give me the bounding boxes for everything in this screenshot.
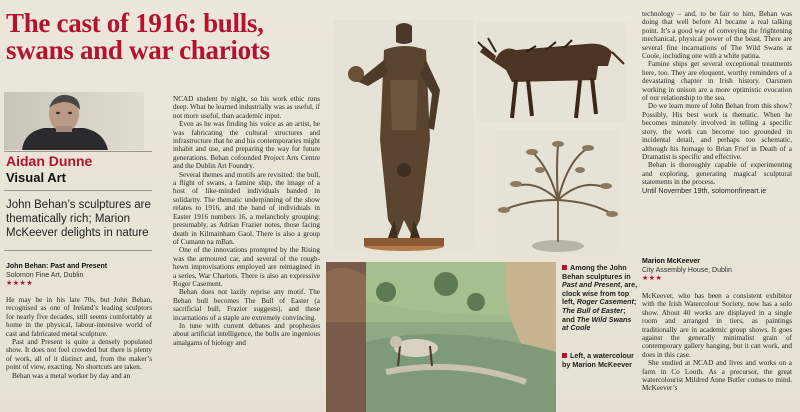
- article-column-3: [642, 10, 792, 195]
- paragraph: Behan is thoroughly capable of experimenting and exploring, generating magical sculptural statements in the process.: [642, 161, 792, 187]
- paragraph: technology – and, to be fair to him, Behan was doing that well before AI became a real talking point. It’s a good way of conveying the frightening mechanical, physical power of the beast. There are several fine incarnations of The Wild Swans at Coole, including one with a white patina.: [642, 10, 792, 61]
- caption-marker: [562, 265, 567, 270]
- paragraph: Past and Present is quite a densely populated show. It does not feel crowded but there is plenty of work, all of it distinct and, from the maker’s point of view, exacting. No shortcuts are taken.: [6, 338, 152, 372]
- sculpture-caption: Among the John Behan sculptures in Past and Present, are, clock wise from top left, Roger Casement; The Bull of Easter; and The Wild Swans at Coole: [562, 263, 638, 333]
- star-rating: ★★★★: [6, 280, 34, 287]
- article-column-2: [173, 95, 320, 347]
- article-column-4: [642, 292, 792, 393]
- paragraph: McKeever, who has been a consistent exhibitor with the Irish Watercolour Society, now has a solo show. About 40 works are displayed in a single room and arranged in tiers, as paintings traditionally are in academic group shows. It goes against the generally minimalist grain of contemporary gallery hanging, but it can work, and does in this case.: [642, 292, 792, 359]
- headline: The cast of 1916: bulls, swans and war chariots: [6, 8, 270, 65]
- divider: [4, 190, 152, 191]
- divider: [4, 250, 152, 251]
- standfirst: John Behan’s sculptures are thematically rich; Marion McKeever delights in nature: [6, 199, 151, 239]
- watercolour-painting: [326, 262, 556, 412]
- sculpture-photo-casement: [334, 20, 474, 252]
- author-photo: [4, 92, 144, 150]
- watercolour-caption: Left, a watercolour by Marion McKeever: [562, 351, 634, 369]
- divider: [4, 151, 152, 152]
- paragraph: He may be in his late 70s, but John Behan, recognised as one of Ireland’s leading sculptors for nearly five decades, still seems comfortably at home in the physical, labour-intensive world of cast and fabricated metal sculpture.: [6, 296, 152, 338]
- exhibition-venue: Solomon Fine Art, Dublin: [6, 271, 84, 279]
- sculpture-photo-swans: [496, 130, 620, 254]
- caption-marker: [562, 353, 567, 358]
- exhibition-info: [6, 263, 152, 289]
- paragraph: Behan does not lazily reprise any motif. The Behan bull becomes The Bull of Easter (a sacrificial bull, Frazier suggests), and these incarnations of a staple are extremely convincing.: [173, 288, 320, 322]
- exhibition-title: Marion McKeever: [642, 258, 700, 265]
- exhibition-title: John Behan: Past and Present: [6, 263, 108, 270]
- sculpture-photo-bull: [476, 22, 626, 122]
- paragraph: NCAD student by night, so his work ethic runs deep. What he learned industrially was as useful, if not more useful, than academic input.: [173, 95, 320, 120]
- paragraph: She studied at NCAD and lives and works on a farm in Co Louth. As a precursor, the great watercolourist Mildred Anne Butler comes to mind. McKeever’s: [642, 359, 792, 393]
- author-name: Aidan Dunne: [6, 153, 93, 169]
- paragraph: Do we learn more of John Behan from this show? Possibly. His best work is thematic. When he becomes minutely involved in telling a specific story, the work can become too grounded in incidental detail, and perhaps too schematic, although his homage to Brian Friel in Death of a Dramatist is specific and effective.: [642, 102, 792, 161]
- paragraph: Until November 19th, solomonfineart.ie: [642, 185, 767, 195]
- paragraph: Even as he was finding his voice as an artist, he was fabricating the cultural structures and infrastructure that he and his contemporaries might inhabit and use, and preparing the way for future generations. Behan cofounded Project Arts Centre and the Dublin Art Foundry.: [173, 120, 320, 171]
- exhibition-venue: City Assembly House, Dublin: [642, 266, 732, 274]
- paragraph: Several themes and motifs are revisited: the bull, a flight of swans, a famine ship, the image of a host of like-minded individuals banded in solidarity. The thematic underpinning of the show relates to 1916, and the band of individuals in Easter 1916 numbers 16, a melancholy grouping: presumably, as Adrian Frazier notes, those facing death in Kilmainham Gaol. There is also a group of Cumann na mBan.: [173, 170, 320, 246]
- article-column-1: [6, 296, 152, 380]
- paragraph: In tune with current debates and prophesies about artificial intelligence, the bulls are ingenious amalgams of biology and: [173, 321, 320, 347]
- paragraph: Famine ships get several exceptional treatments here, too. They are eloquent, worthy reminders of a devastating chapter in Irish history. Oarsmen working in unison are a more optimistic evocation of our relationship to the sea.: [642, 60, 792, 103]
- star-rating: ★★★: [642, 275, 663, 282]
- paragraph: One of the innovations prompted by the Rising was the armoured car, and several of the rough-hewn improvisations employed are reimagined in a series, War Chariots. There is also an expressive Roger Casement.: [173, 246, 320, 288]
- section-label: Visual Art: [6, 170, 66, 185]
- paragraph: Behan was a metal worker by day and an: [12, 371, 131, 380]
- exhibition-info: [642, 258, 792, 284]
